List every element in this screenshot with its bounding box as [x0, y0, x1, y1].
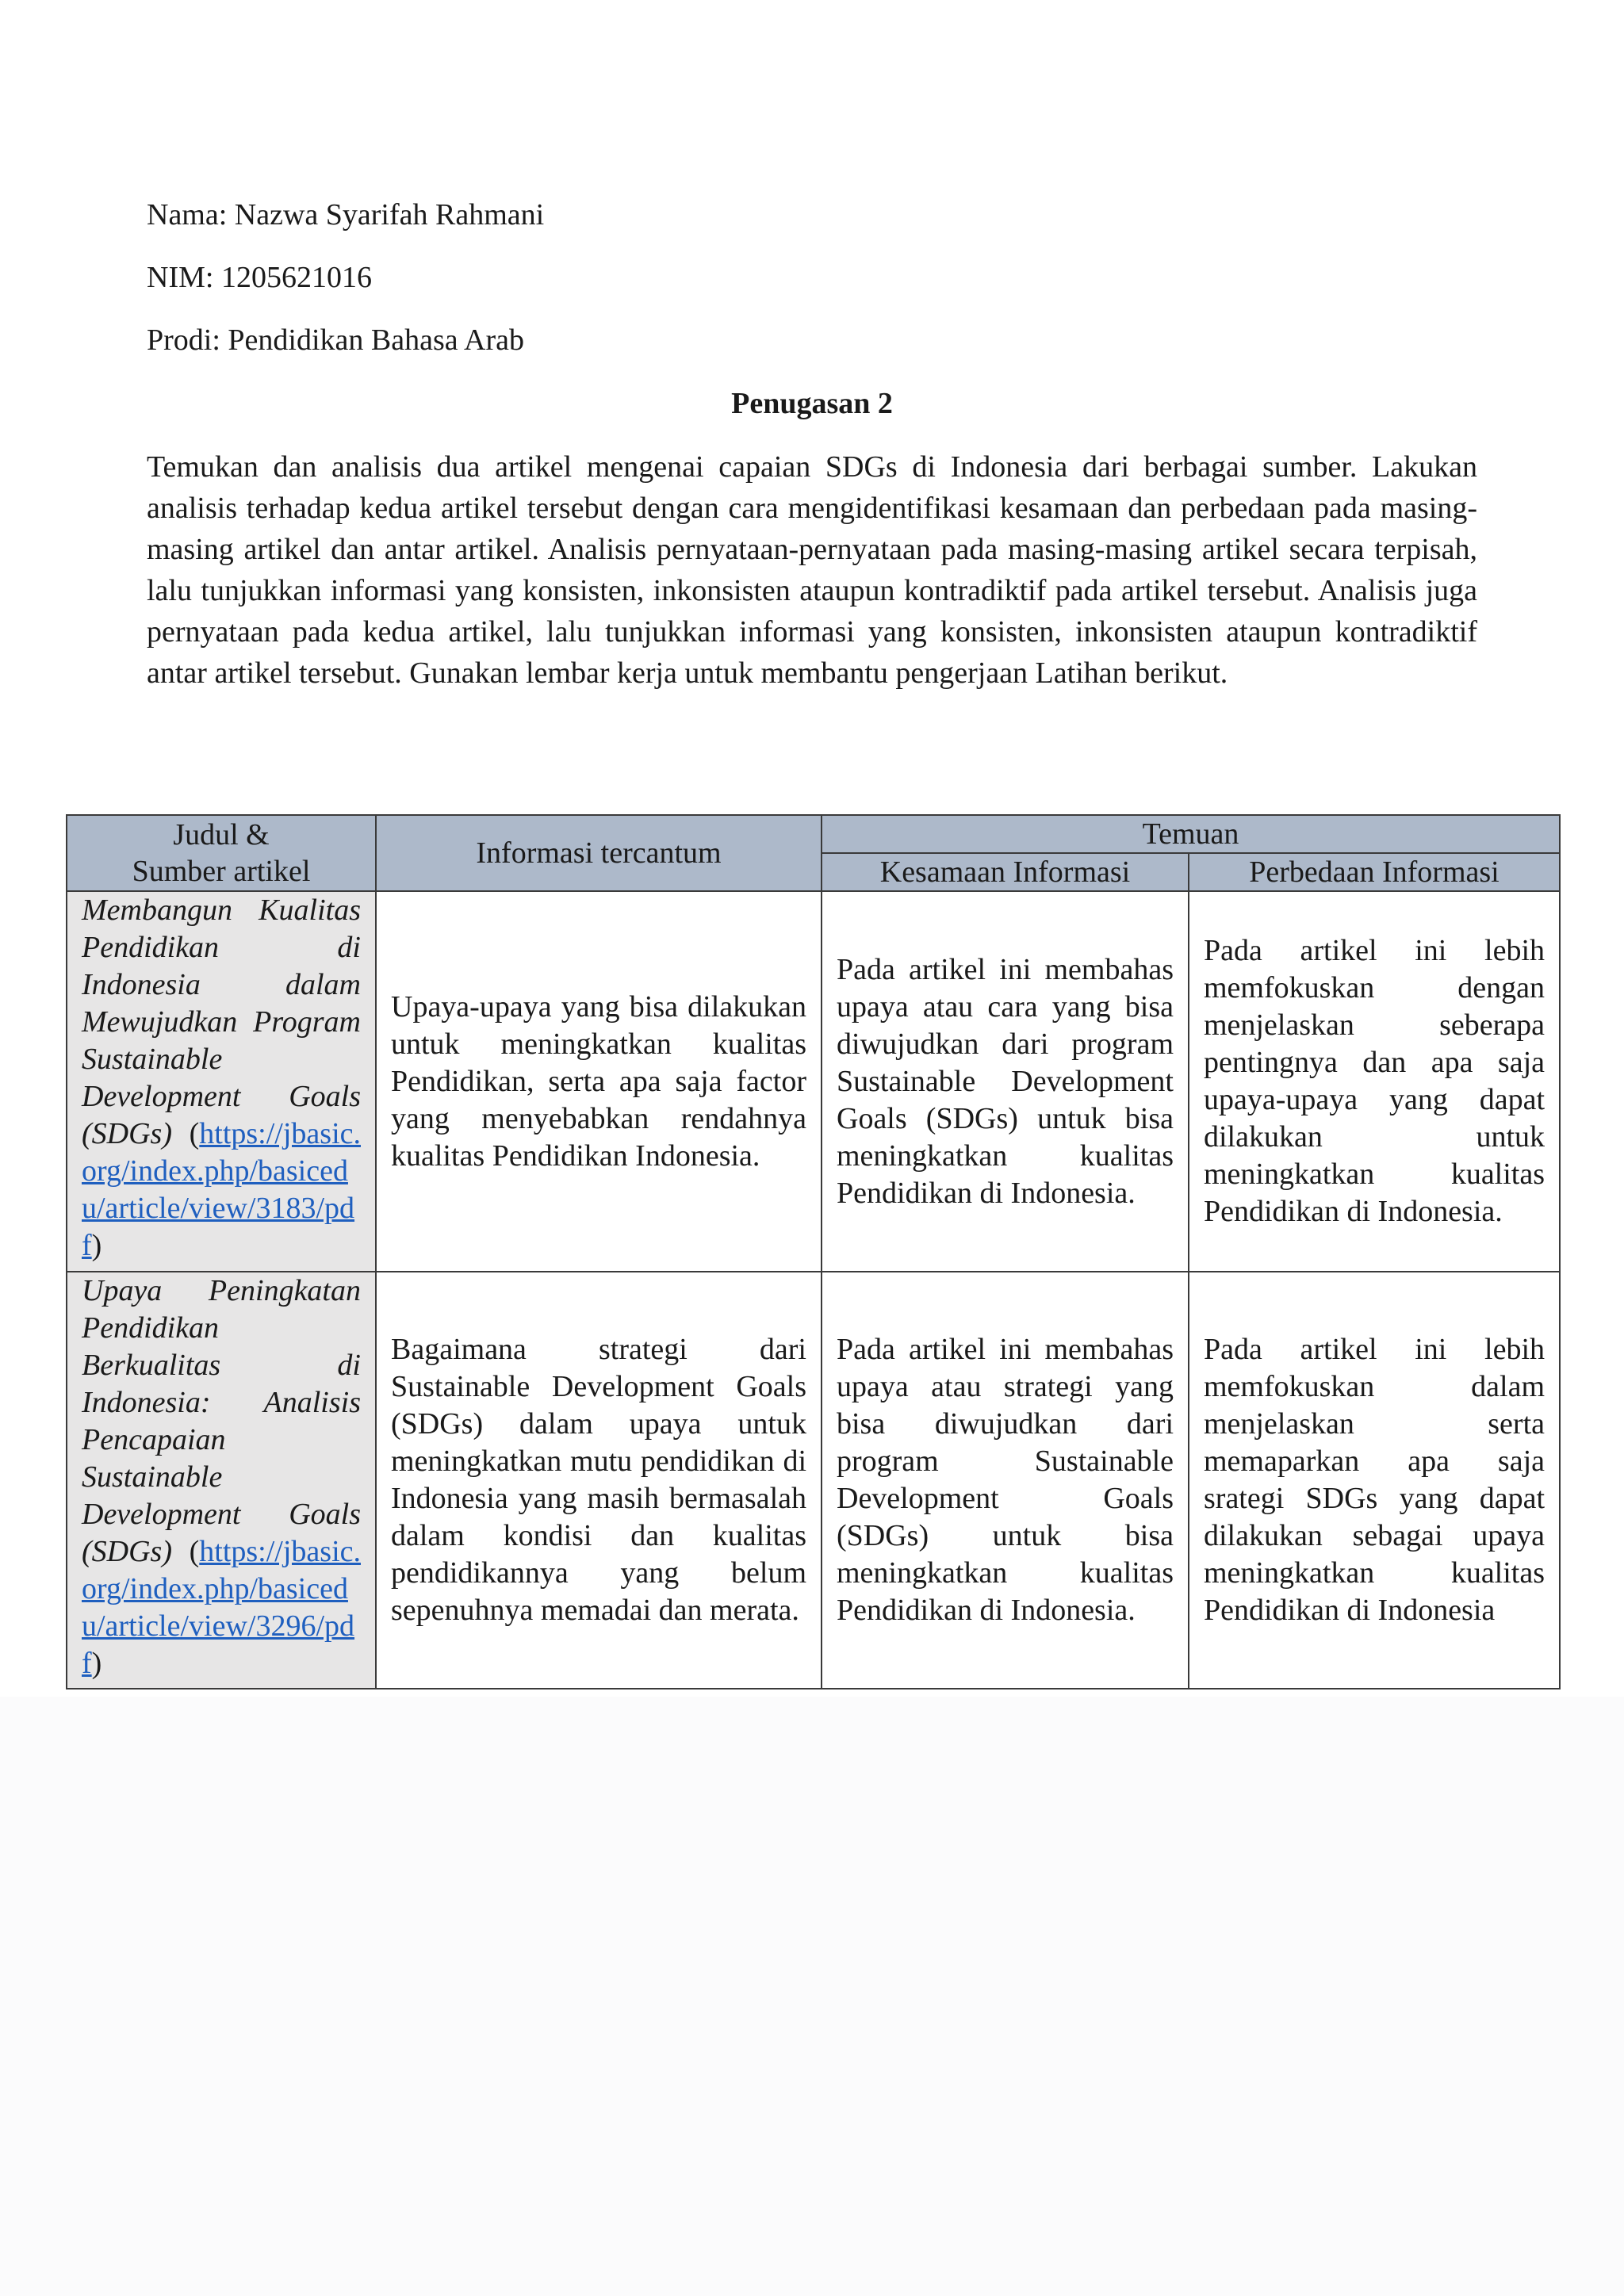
worksheet-table [66, 814, 1561, 1689]
similarity-cell: Pada artikel ini membahas upaya atau cara yang bisa diwujudkan dari program Sustainable Development Goals (SDGs) untuk bisa meningkatkan kualitas Pendidikan di Indonesia. [822, 891, 1189, 1272]
source-open-paren: ( [189, 1117, 200, 1150]
difference-cell: Pada artikel ini lebih memfokuskan dalam menjelaskan serta memaparkan apa saja srategi SDGs yang dapat dilakukan sebagai upaya meningkatkan kualitas Pendidikan di Indonesia [1189, 1272, 1560, 1689]
page-bottom-shade [0, 1697, 1624, 2296]
header-title-line1: Judul & [173, 818, 270, 851]
table-header-row [67, 815, 1560, 853]
header-info: Informasi tercantum [376, 815, 822, 891]
article-title: Membangun Kualitas Pendidikan di Indonesia dalam Mewujudkan Program Sustainable Development Goals (SDGs) [82, 894, 361, 1150]
header-findings: Temuan [822, 815, 1560, 853]
header-difference: Perbedaan Informasi [1189, 853, 1560, 891]
table-row [67, 1272, 1560, 1689]
similarity-cell: Pada artikel ini membahas upaya atau strategi yang bisa diwujudkan dari program Sustainable Development Goals (SDGs) untuk bisa meningkatkan kualitas Pendidikan di Indonesia. [822, 1272, 1189, 1689]
student-nim: NIM: 1205621016 [147, 261, 372, 294]
student-prodi: Prodi: Pendidikan Bahasa Arab [147, 323, 524, 357]
article-title-cell [67, 891, 376, 1272]
header-similarity: Kesamaan Informasi [822, 853, 1189, 891]
article-info-cell: Upaya-upaya yang bisa dilakukan untuk meningkatkan kualitas Pendidikan, serta apa saja factor yang menyebabkan rendahnya kualitas Pendidikan Indonesia. [376, 891, 822, 1272]
header-title-source [67, 815, 376, 891]
article-title: Upaya Peningkatan Pendidikan Berkualitas di Indonesia: Analisis Pencapaian Sustainable Development Goals (SDGs) [82, 1274, 361, 1568]
source-open-paren: ( [189, 1535, 200, 1568]
article-title-cell [67, 1272, 376, 1689]
assignment-title: Penugasan 2 [731, 387, 893, 420]
table-row [67, 891, 1560, 1272]
difference-cell: Pada artikel ini lebih memfokuskan dengan menjelaskan seberapa pentingnya dan apa saja upaya-upaya yang dapat dilakukan untuk meningkatkan kualitas Pendidikan di Indonesia. [1189, 891, 1560, 1272]
header-title-line2: Sumber artikel [132, 855, 311, 888]
source-close-paren: ) [91, 1229, 102, 1262]
article-link[interactable]: https://jbasic.org/index.php/basicedu/article/view/3183/pdf [82, 1117, 361, 1262]
source-close-paren: ) [91, 1647, 102, 1680]
article-info-cell: Bagaimana strategi dari Sustainable Development Goals (SDGs) dalam upaya untuk meningkatkan mutu pendidikan di Indonesia yang masih bermasalah dalam kondisi dan kualitas pendidikannya yang belum sepenuhnya memadai dan merata. [376, 1272, 822, 1689]
article-link[interactable]: https://jbasic.org/index.php/basicedu/article/view/3296/pdf [82, 1535, 361, 1680]
assignment-instructions: Temukan dan analisis dua artikel mengenai capaian SDGs di Indonesia dari berbagai sumber. Lakukan analisis terhadap kedua artikel tersebut dengan cara mengidentifikasi kesamaan dan perbedaan pada masing-masing artikel dan antar artikel. Analisis pernyataan-pernyataan pada masing-masing artikel secara terpisah, lalu tunjukkan informasi yang konsisten, inkonsisten ataupun kontradiktif pada artikel tersebut. Analisis juga pernyataan pada kedua artikel, lalu tunjukkan informasi yang konsisten, inkonsisten ataupun kontradiktif antar artikel tersebut. Gunakan lembar kerja untuk membantu pengerjaan Latihan berikut. [147, 450, 1477, 690]
student-name: Nama: Nazwa Syarifah Rahmani [147, 198, 545, 232]
